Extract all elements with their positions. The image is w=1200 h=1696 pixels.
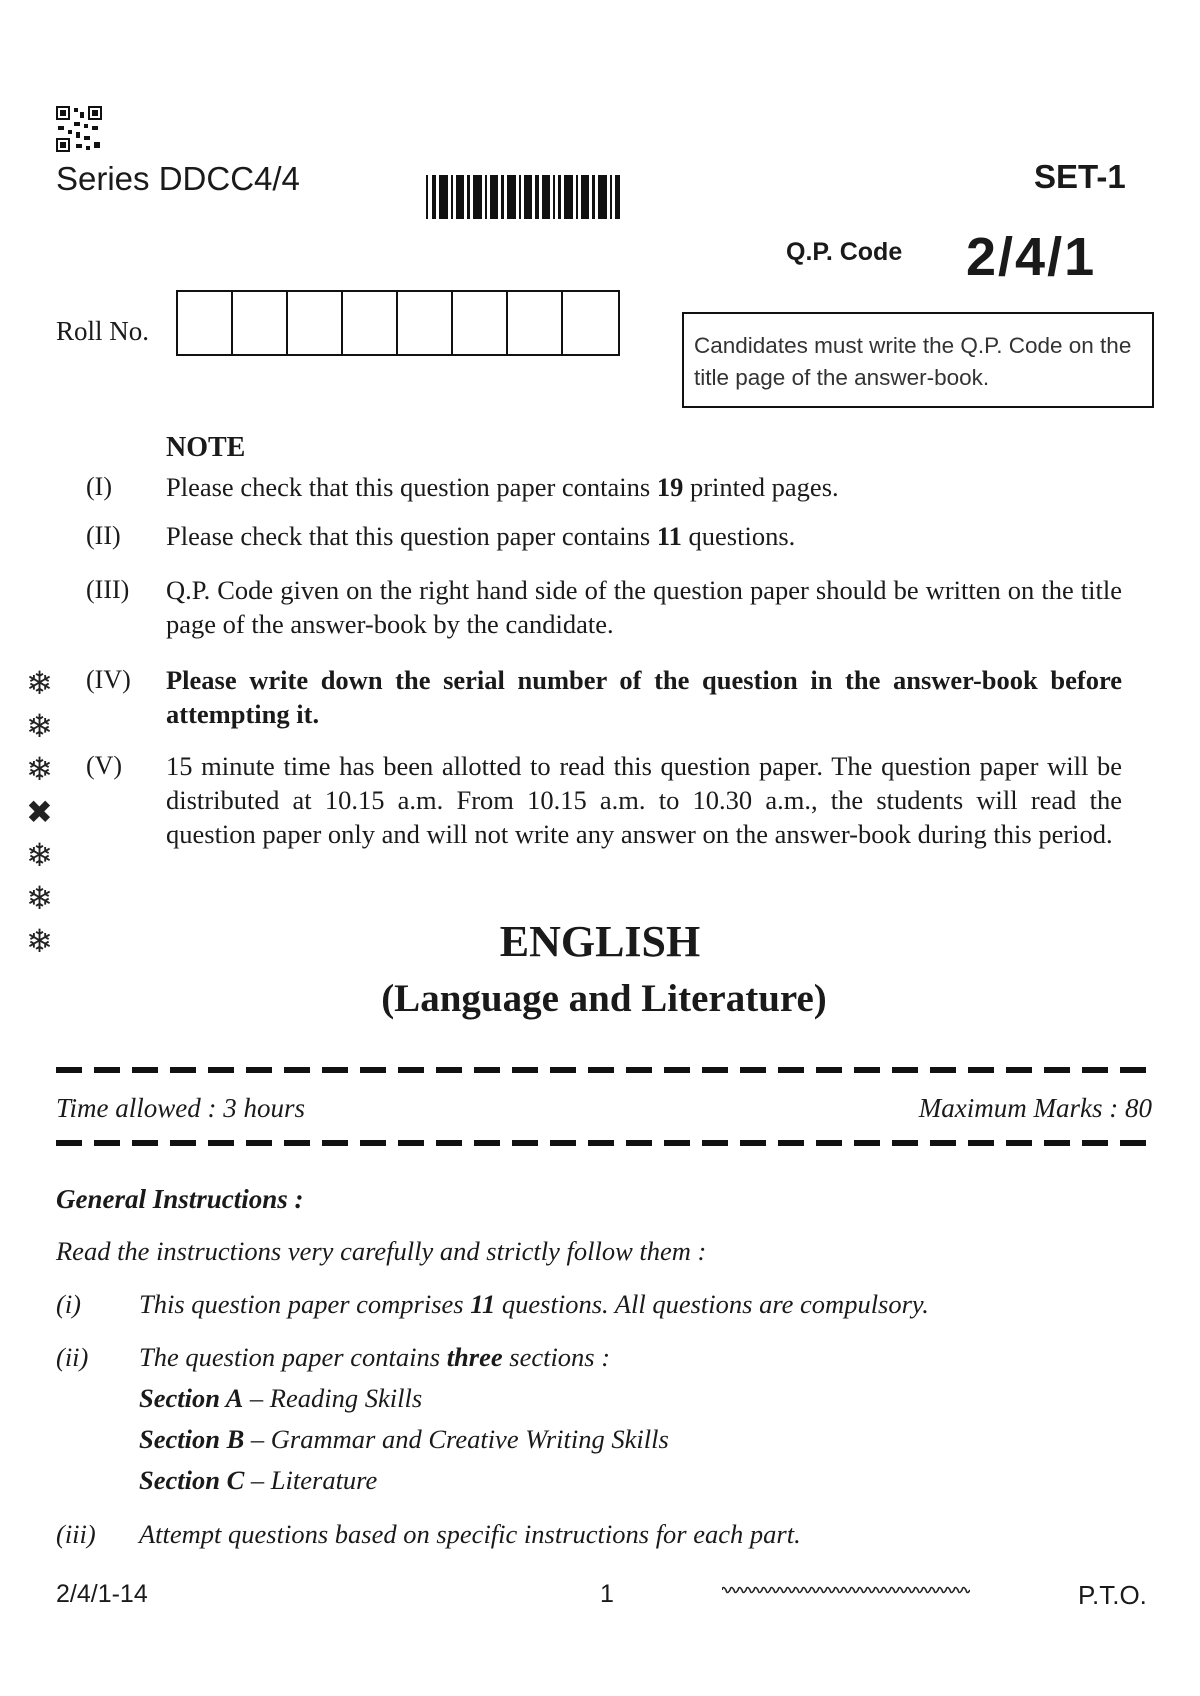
qp-code-label: Q.P. Code — [786, 238, 903, 266]
instruction-number: (ii) — [56, 1342, 89, 1372]
note-number: (I) — [86, 472, 112, 501]
roll-no-label: Roll No. — [56, 316, 150, 346]
note-number: (V) — [86, 751, 123, 780]
instruction-item: The question paper contains three sections : — [139, 1342, 611, 1372]
section-a-line: Section A – Reading Skills — [139, 1383, 423, 1413]
note-number: (II) — [86, 521, 121, 550]
roll-no-box[interactable] — [343, 292, 398, 354]
roll-no-box[interactable] — [453, 292, 508, 354]
cross-icon: ✖ — [26, 793, 53, 831]
snowflake-icon: ❄ — [26, 922, 53, 960]
snowflake-icon: ❄ — [26, 879, 53, 917]
note-item: Please check that this question paper contains 19 printed pages. — [166, 472, 839, 502]
note-item: 15 minute time has been allotted to read this question paper. The question paper will be distributed at 10.15 a.m. From 10.15 a.m. to 10.30 a.m., the students will read the question paper only and will not write any answer on the answer-book during this period. — [166, 751, 1122, 849]
roll-no-box[interactable] — [288, 292, 343, 354]
footer-pto: P.T.O. — [1078, 1580, 1147, 1610]
note-number: (IV) — [86, 665, 131, 694]
instruction-number: (i) — [56, 1289, 82, 1319]
dashed-divider — [56, 1067, 1152, 1073]
qr-code-icon — [56, 106, 102, 152]
footer-paper-code: 2/4/1-14 — [56, 1580, 148, 1608]
subject-title: ENGLISH — [499, 917, 701, 966]
note-number: (III) — [86, 575, 130, 604]
snowflake-icon: ❄ — [26, 707, 53, 745]
roll-no-box[interactable] — [398, 292, 453, 354]
snowflake-icon: ❄ — [26, 664, 53, 702]
snowflake-icon: ❄ — [26, 750, 53, 788]
general-instructions-intro: Read the instructions very carefully and strictly follow them : — [56, 1236, 707, 1266]
roll-no-box[interactable] — [508, 292, 563, 354]
subject-subtitle: (Language and Literature) — [381, 977, 827, 1020]
note-item: Q.P. Code given on the right hand side of the question paper should be written on the title page of the answer-book by the candidate. — [166, 575, 1122, 639]
dashed-divider — [56, 1140, 1152, 1146]
maximum-marks: Maximum Marks : 80 — [918, 1093, 1152, 1123]
footer-page-number: 1 — [600, 1580, 614, 1608]
instruction-item: Attempt questions based on specific instructions for each part. — [139, 1519, 801, 1549]
roll-no-boxes — [176, 290, 620, 356]
qp-code-value: 2/4/1 — [966, 227, 1097, 287]
section-c-line: Section C – Literature — [139, 1465, 378, 1495]
note-item: Please write down the serial number of the question in the answer-book before attempting it. — [166, 665, 1122, 729]
series-label: Series DDCC4/4 — [56, 160, 300, 197]
set-label: SET-1 — [1034, 158, 1126, 195]
instruction-item: This question paper comprises 11 questions. All questions are compulsory. — [139, 1289, 929, 1319]
roll-no-box[interactable] — [178, 292, 233, 354]
barcode-icon — [426, 175, 620, 219]
instruction-number: (iii) — [56, 1519, 96, 1549]
roll-no-box[interactable] — [563, 292, 618, 354]
time-allowed: Time allowed : 3 hours — [56, 1093, 306, 1123]
general-instructions-title: General Instructions : — [56, 1184, 304, 1214]
roll-no-box[interactable] — [233, 292, 288, 354]
snowflake-icon: ❄ — [26, 836, 53, 874]
note-item: Please check that this question paper contains 11 questions. — [166, 521, 796, 551]
qp-code-instruction-box: Candidates must write the Q.P. Code on the title page of the answer-book. — [682, 312, 1154, 408]
note-title: NOTE — [166, 432, 246, 463]
squiggle-line-icon — [722, 1583, 970, 1597]
section-b-line: Section B – Grammar and Creative Writing Skills — [139, 1424, 669, 1454]
